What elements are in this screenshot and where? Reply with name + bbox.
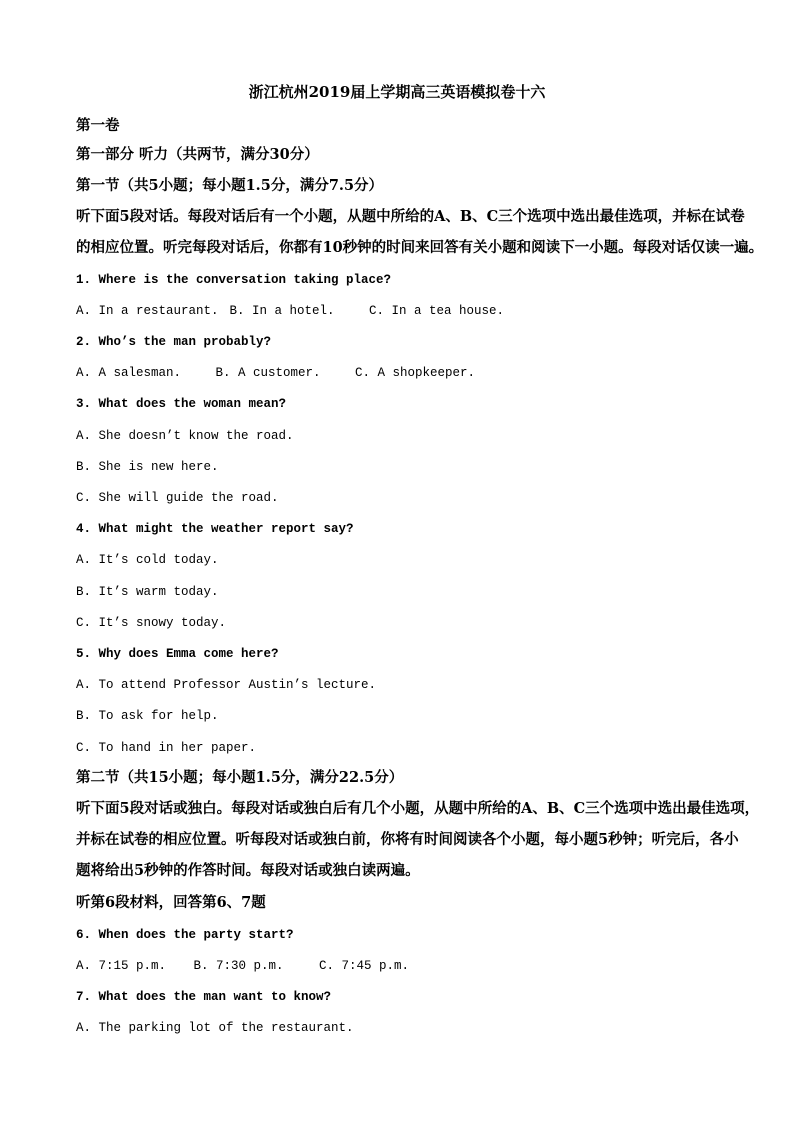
- section1-instruction-line-1: 听下面5段对话。每段对话后有一个小题，从题中所给的A、B、C三个选项中选出最佳选项，并标在试卷: [76, 208, 745, 225]
- q3-option-c: C. She will guide the road.: [76, 491, 279, 505]
- q5-option-b: B. To ask for help.: [76, 709, 219, 723]
- q3-option-b: B. She is new here.: [76, 460, 219, 474]
- question-1: 1. Where is the conversation taking place?: [76, 273, 392, 287]
- section1-instruction-line-2: 的相应位置。听完每段对话后，你都有10秒钟的时间来回答有关小题和阅读下一小题。每段对话仅读一遍。: [76, 239, 764, 256]
- question-2-options: [76, 364, 726, 382]
- question-4: 4. What might the weather report say?: [76, 522, 354, 536]
- q4-option-b: B. It’s warm today.: [76, 585, 219, 599]
- question-6: 6. When does the party start?: [76, 928, 294, 942]
- q3-option-a: A. She doesn’t know the road.: [76, 429, 294, 443]
- q6-option-b: B. 7:30 p.m.: [193, 959, 284, 973]
- section2-heading: 第二节（共15小题；每小题1.5分，满分22.5分）: [76, 769, 404, 786]
- q1-option-b: B. In a hotel.: [229, 304, 335, 318]
- section2-instruction-line-1: 听下面5段对话或独白。每段对话或独白后有几个小题，从题中所给的A、B、C三个选项中选出最佳选项，: [76, 800, 760, 817]
- question-7: 7. What does the man want to know?: [76, 990, 332, 1004]
- question-2: 2. Who’s the man probably?: [76, 335, 272, 349]
- section2-instruction-line-3: 题将给出5秒钟的作答时间。每段对话或独白读两遍。: [76, 862, 420, 879]
- q4-option-a: A. It’s cold today.: [76, 553, 219, 567]
- q2-option-a: A. A salesman.: [76, 366, 182, 380]
- question-5: 5. Why does Emma come here?: [76, 647, 279, 661]
- q1-option-c: C. In a tea house.: [369, 304, 505, 318]
- material-6-label: 听第6段材料，回答第6、7题: [76, 894, 266, 911]
- section2-instruction-line-2: 并标在试卷的相应位置。听每段对话或独白前，你将有时间阅读各个小题，每小题5秒钟；听完后，各小: [76, 831, 739, 848]
- q4-option-c: C. It’s snowy today.: [76, 616, 227, 630]
- volume-label: 第一卷: [76, 117, 120, 134]
- section1-heading: 第一节（共5小题；每小题1.5分，满分7.5分）: [76, 177, 384, 194]
- exam-title: 浙江杭州2019届上学期高三英语模拟卷十六: [248, 83, 546, 101]
- question-6-options: [76, 957, 726, 975]
- q2-option-c: C. A shopkeeper.: [355, 366, 476, 380]
- q6-option-c: C. 7:45 p.m.: [319, 959, 410, 973]
- part1-heading: 第一部分 听力（共两节，满分30分）: [76, 146, 319, 163]
- q5-option-a: A. To attend Professor Austin’s lecture.: [76, 678, 377, 692]
- q5-option-c: C. To hand in her paper.: [76, 741, 257, 755]
- question-1-options: [76, 302, 726, 320]
- q6-option-a: A. 7:15 p.m.: [76, 959, 167, 973]
- question-3: 3. What does the woman mean?: [76, 397, 287, 411]
- q7-option-a: A. The parking lot of the restaurant.: [76, 1021, 354, 1035]
- q2-option-b: B. A customer.: [215, 366, 321, 380]
- q1-option-a: A. In a restaurant.: [76, 304, 219, 318]
